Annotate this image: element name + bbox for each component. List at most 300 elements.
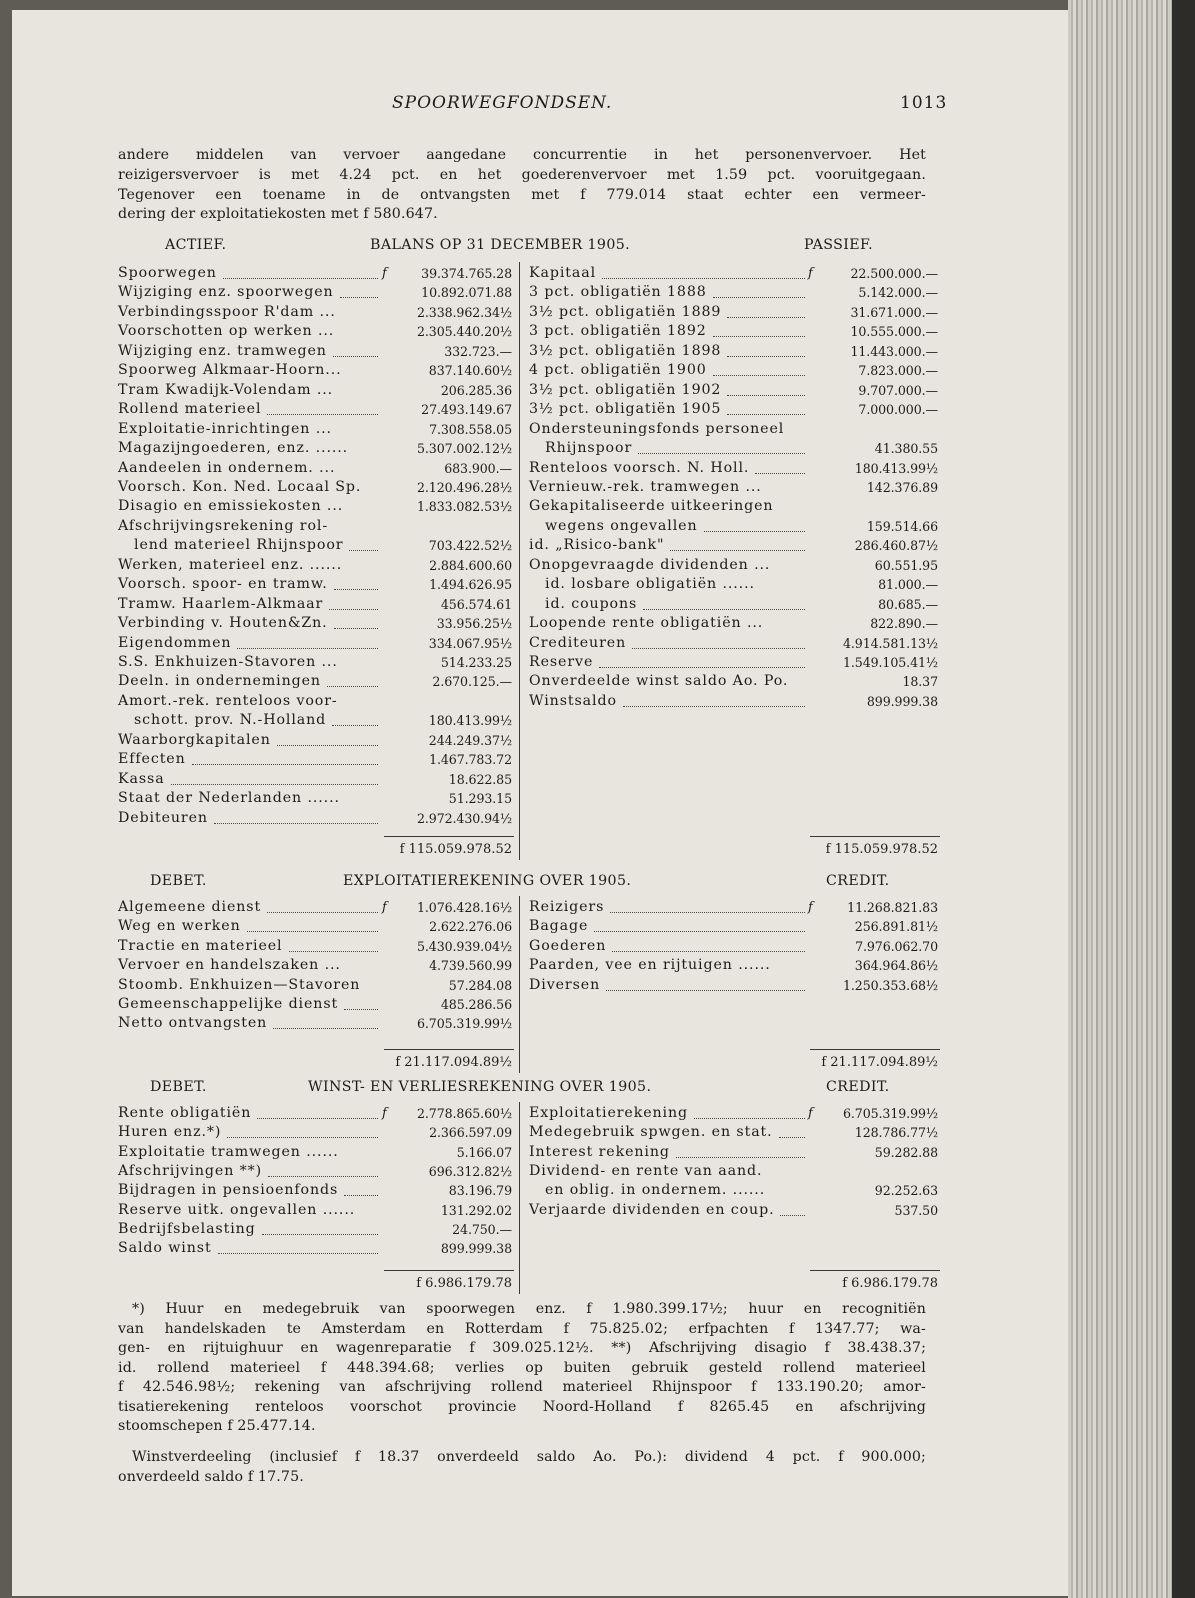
winst-left-row: [118, 1123, 512, 1142]
balans-right-row: [529, 303, 938, 322]
exploitatie-right-amount: 256.891.81½: [854, 919, 938, 935]
balans-left-leader-dots: [192, 764, 378, 765]
balans-right-leader-dots: [713, 375, 805, 376]
exploitatie-left-row: [118, 1014, 512, 1033]
exploitatie-right-row: [529, 937, 938, 956]
balans-right-leader-dots: [623, 706, 805, 707]
winst-right-label: Interest rekening: [529, 1143, 670, 1160]
balans-right-amount: 822.890.—: [870, 616, 938, 632]
section-right-heading: PASSIEF.: [804, 237, 873, 253]
balans-right-label: id. losbare obligatiën ......: [545, 576, 755, 593]
balans-left-row: [118, 283, 512, 302]
balans-left-row: [118, 342, 512, 361]
balans-left-amount: 2.338.962.34½: [416, 304, 512, 320]
balans-right-amount: 18.37: [902, 674, 938, 690]
balans-right-amount: 80.685.—: [878, 596, 938, 612]
winst-right-label: Medegebruik spwgen. en stat.: [529, 1124, 773, 1141]
balans-right-label: 3½ pct. obligatiën 1889: [529, 303, 722, 320]
balans-left-label: Magazijngoederen, enz. ......: [118, 440, 349, 457]
exploitatie-left-row: [118, 976, 512, 995]
winst-right-row: [529, 1201, 938, 1220]
balans-right-row: [529, 536, 938, 555]
winst-right-label: en oblig. in ondernem. ......: [545, 1182, 766, 1199]
balans-right-leader-dots: [643, 609, 805, 610]
balans-left-label: schott. prov. N.-Holland: [134, 712, 327, 729]
balans-right-label: Onopgevraagde dividenden ...: [529, 556, 771, 573]
balans-right-amount: 41.380.55: [874, 441, 938, 457]
winst-right-leader-dots: [780, 1215, 805, 1216]
balans-left-label: Afschrijvingsrekening rol-: [118, 517, 329, 534]
balans-right-amount: 899.999.38: [866, 693, 938, 709]
balans-left-row: [118, 692, 512, 711]
section-title: EXPLOITATIEREKENING OVER 1905.: [343, 873, 632, 889]
winst-left-amount: 696.312.82½: [428, 1163, 512, 1179]
winst-right-label: Dividend- en rente van aand.: [529, 1162, 763, 1179]
exploitatie-left-row: [118, 937, 512, 956]
balans-right-label: Kapitaal: [529, 265, 597, 281]
exploitatie-left-amount: 1.076.428.16½: [416, 900, 512, 915]
balans-left-label: Exploitatie-inrichtingen ...: [118, 420, 332, 437]
exploitatie-left-label: Weg en werken: [118, 918, 241, 935]
balans-left-amount: 334.067.95½: [428, 635, 512, 651]
balans-left-leader-dots: [327, 686, 378, 687]
balans-left-row: [118, 770, 512, 789]
balans-left-row: [118, 653, 512, 672]
balans-left-row: [118, 361, 512, 380]
balans-right-row: [529, 497, 938, 516]
balans-right-row: [529, 653, 938, 672]
balans-left-amount: 514.233.25: [440, 655, 512, 670]
balans-left-leader-dots: [267, 414, 378, 415]
winst-left-label: Afschrijvingen **): [118, 1162, 263, 1179]
winst-left-amount: 5.166.07: [456, 1144, 512, 1160]
balans-right-row: [529, 459, 938, 478]
winst-left-row: [118, 1162, 512, 1181]
balans-left-label: Kassa: [118, 770, 165, 787]
winst-left-label: Exploitatie tramwegen ......: [118, 1143, 339, 1160]
balans-left-label: Rollend materieel: [118, 401, 262, 418]
balans-right-row: [529, 556, 938, 575]
balans-right-label: 3½ pct. obligatiën 1905: [529, 401, 722, 418]
balans-left-label: Wijziging enz. spoorwegen: [118, 284, 334, 301]
winst-left-leader-dots: [218, 1253, 378, 1254]
balans-left-row: [118, 731, 512, 750]
balans-right-amount: 10.555.000.—: [850, 324, 938, 340]
balans-right-leader-dots: [713, 336, 805, 337]
total-rule-left: [384, 1270, 514, 1271]
exploitatie-right-amount: 7.976.062.70: [855, 938, 938, 954]
balans-right-label: Loopende rente obligatiën ...: [529, 615, 764, 632]
balans-right-label: Reserve: [529, 654, 594, 670]
balans-right-row: [529, 634, 938, 653]
balans-left-row: [118, 400, 512, 419]
exploitatie-left-row: [118, 917, 512, 936]
balans-right-label: Gekapitaliseerde uitkeeringen: [529, 498, 774, 515]
balans-left-row: [118, 556, 512, 575]
balans-right-leader-dots: [727, 414, 805, 415]
balans-left-label: Werken, materieel enz. ......: [118, 556, 343, 573]
balans-left-row: [118, 750, 512, 769]
winst-left-leader-dots: [262, 1234, 378, 1235]
footnote-line: gen- en rijtuighuur en wagenreparatie f 309.025.12½. **) Afschrijving disagio f 38.438.37;: [118, 1340, 926, 1356]
balans-left-label: S.S. Enkhuizen-Stavoren ...: [118, 654, 338, 670]
balans-left-row: [118, 478, 512, 497]
balans-left-label: Tramw. Haarlem-Alkmaar: [118, 595, 324, 612]
balans-left-label: Spoorwegen: [118, 265, 217, 281]
exploitatie-right-leader-dots: [610, 912, 805, 913]
balans-right-leader-dots: [670, 550, 805, 551]
total-rule-right: [810, 836, 940, 837]
winst-left-row: [118, 1239, 512, 1258]
winst-left-label: Saldo winst: [118, 1240, 212, 1257]
winst-right-leader-dots: [779, 1137, 805, 1138]
winst-right-label: Exploitatierekening: [529, 1105, 689, 1121]
winst-left-row: [118, 1104, 512, 1123]
balans-left-leader-dots: [277, 745, 378, 746]
winst-right-row: [529, 1143, 938, 1162]
exploitatie-left-leader-dots: [289, 951, 379, 952]
exploitatie-right-row: [529, 956, 938, 975]
balans-left-row: [118, 497, 512, 516]
balans-left-amount: 2.305.440.20½: [416, 324, 512, 340]
balans-right-row: [529, 439, 938, 458]
balans-right-row: [529, 342, 938, 361]
winst-left-leader-dots: [344, 1195, 378, 1196]
balans-left-label: Deeln. in ondernemingen: [118, 673, 321, 690]
balans-right-row: [529, 283, 938, 302]
balans-right-leader-dots: [727, 395, 805, 396]
winst-left-row: [118, 1220, 512, 1239]
balans-right-label: id. „Risico-bank": [529, 537, 665, 554]
balans-right-amount: 159.514.66: [866, 518, 938, 534]
total-right: f 21.117.094.89½: [821, 1055, 938, 1070]
book-spine-shadow: [1172, 0, 1195, 1598]
balans-left-amount: 456.574.61: [440, 596, 512, 612]
section-left-heading: DEBET.: [150, 1079, 207, 1095]
balans-right-amount: 7.823.000.—: [858, 363, 938, 379]
balans-left-row: [118, 672, 512, 691]
exploitatie-left-label: Vervoer en handelszaken ...: [118, 957, 341, 974]
balans-left-amount: 2.884.600.60: [429, 557, 512, 573]
balans-right-amount: 142.376.89: [866, 479, 938, 495]
balans-right-amount: 81.000.—: [878, 577, 938, 593]
winst-left-amount: 131.292.02: [440, 1202, 512, 1218]
winst-left-label: Bedrijfsbelasting: [118, 1220, 256, 1237]
balans-left-amount: 2.120.496.28½: [416, 479, 512, 495]
balans-right-label: Vernieuw.-rek. tramwegen ...: [529, 478, 762, 495]
winst-left-leader-dots: [227, 1137, 378, 1138]
footnote-line: tisatierekening renteloos voorschot provincie Noord-Holland f 8265.45 en afschrijving: [118, 1398, 926, 1415]
balans-left-amount: 1.494.626.95: [429, 577, 512, 593]
winst-left-amount: 2.366.597.09: [429, 1125, 512, 1141]
balans-left-leader-dots: [214, 823, 378, 824]
balans-left-label: Debiteuren: [118, 809, 208, 826]
balans-left-amount: 837.140.60½: [428, 363, 512, 379]
balans-left-leader-dots: [334, 589, 378, 590]
balans-right-label: Ondersteuningsfonds personeel: [529, 420, 785, 437]
balans-left-row: [118, 381, 512, 400]
exploitatie-left-leader-dots: [267, 912, 378, 913]
running-header-title: SPOORWEGFONDSEN.: [392, 93, 613, 113]
balans-left-label: Eigendommen: [118, 634, 232, 651]
winst-left-leader-dots: [268, 1176, 378, 1177]
winst-right-row: [529, 1162, 938, 1181]
footnote-line: *) Huur en medegebruik van spoorwegen enz. f 1.980.399.17½; huur en recognitiën: [132, 1301, 926, 1317]
exploitatie-left-label: Algemeene dienst: [118, 899, 262, 915]
balans-left-row: [118, 595, 512, 614]
footnote-line: f 42.546.98½; rekening van afschrijving rollend materieel Rhijnspoor f 133.190.20; amor-: [118, 1379, 926, 1395]
balans-right-amount: 1.549.105.41½: [842, 655, 938, 670]
balans-left-leader-dots: [171, 784, 378, 785]
balans-left-amount: 7.308.558.05: [429, 421, 512, 437]
total-rule-left: [384, 836, 514, 837]
exploitatie-left-row: [118, 898, 512, 917]
winst-left-label: Reserve uitk. ongevallen ......: [118, 1201, 356, 1218]
balans-right-amount: 4.914.581.13½: [842, 635, 938, 651]
exploitatie-right-leader-dots: [612, 951, 805, 952]
exploitatie-left-amount: 2.622.276.06: [429, 919, 512, 935]
winst-right-amount: 92.252.63: [874, 1183, 938, 1199]
exploitatie-left-label: Stoomb. Enkhuizen—Stavoren: [118, 976, 361, 993]
balans-right-row: [529, 264, 938, 283]
balans-right-row: [529, 614, 938, 633]
balans-right-label: 3 pct. obligatiën 1892: [529, 323, 707, 340]
total-left: f 115.059.978.52: [399, 842, 512, 857]
exploitatie-right-amount: 1.250.353.68½: [842, 977, 938, 993]
balans-left-label: Amort.-rek. renteloos voor-: [118, 692, 338, 709]
exploitatie-left-label: Tractie en materieel: [118, 937, 283, 954]
exploitatie-left-amount: 4.739.560.99: [429, 958, 512, 974]
exploitatie-left-label: Gemeenschappelijke dienst: [118, 996, 339, 1012]
winst-right-currency: f: [808, 1106, 813, 1121]
balans-left-amount: 2.972.430.94½: [416, 810, 512, 826]
balans-right-row: [529, 478, 938, 497]
balans-right-label: Rhijnspoor: [545, 440, 633, 457]
winst-right-leader-dots: [676, 1157, 805, 1158]
balans-left-row: [118, 789, 512, 808]
balans-right-row: [529, 672, 938, 691]
exploitatie-left-currency: f: [382, 900, 387, 915]
winst-right-label: Verjaarde dividenden en coup.: [529, 1201, 775, 1218]
balans-left-amount: 51.293.15: [448, 791, 512, 807]
balans-left-amount: 39.374.765.28: [421, 266, 512, 281]
balans-left-label: Aandeelen in ondernem. ...: [118, 459, 336, 476]
balans-left-leader-dots: [329, 609, 378, 610]
balans-right-amount: 11.443.000.—: [850, 343, 938, 359]
exploitatie-right-label: Paarden, vee en rijtuigen ......: [529, 957, 771, 974]
winst-left-label: Rente obligatiën: [118, 1105, 252, 1121]
winstverdeeling-line: Winstverdeeling (inclusief f 18.37 onverdeeld saldo Ao. Po.): dividend 4 pct. f 900.000;: [132, 1449, 926, 1465]
exploitatie-right-leader-dots: [606, 990, 805, 991]
exploitatie-right-amount: 364.964.86½: [854, 958, 938, 974]
balans-right-row: [529, 575, 938, 594]
balans-left-leader-dots: [237, 648, 378, 649]
balans-right-leader-dots: [704, 531, 806, 532]
balans-right-label: 3 pct. obligatiën 1888: [529, 284, 707, 301]
balans-left-label: Effecten: [118, 751, 186, 768]
balans-left-row: [118, 303, 512, 322]
exploitatie-left-amount: 485.286.56: [440, 997, 512, 1012]
balans-left-row: [118, 575, 512, 594]
balans-right-label: Onverdeelde winst saldo Ao. Po.: [529, 673, 789, 690]
winst-left-leader-dots: [257, 1118, 378, 1119]
page-number: 1013: [900, 93, 948, 113]
total-right: f 6.986.179.78: [842, 1276, 938, 1291]
intro-line: reizigersvervoer is met 4.24 pct. en het goederenvervoer met 1.59 pct. vooruitgegaan.: [118, 167, 926, 183]
winst-left-label: Bijdragen in pensioenfonds: [118, 1182, 339, 1199]
balans-right-leader-dots: [602, 278, 805, 279]
balans-left-amount: 1.467.783.72: [429, 752, 512, 768]
balans-right-label: Crediteuren: [529, 634, 627, 651]
exploitatie-left-leader-dots: [247, 931, 378, 932]
section-left-heading: ACTIEF.: [165, 237, 227, 253]
winst-right-row: [529, 1123, 938, 1142]
winstverdeeling-line: onverdeeld saldo f 17.75.: [118, 1468, 304, 1485]
winst-left-label: Huren enz.*): [118, 1124, 222, 1141]
section-left-heading: DEBET.: [150, 873, 207, 889]
exploitatie-right-row: [529, 898, 938, 917]
balans-left-label: Voorschotten op werken ...: [118, 323, 335, 340]
balans-right-amount: 286.460.87½: [854, 538, 938, 554]
winst-right-leader-dots: [694, 1118, 805, 1119]
exploitatie-left-leader-dots: [344, 1009, 378, 1010]
balans-left-amount: 2.670.125.—: [432, 674, 512, 690]
balans-left-label: Voorsch. Kon. Ned. Locaal Sp.: [118, 478, 362, 495]
balans-left-label: Spoorweg Alkmaar-Hoorn...: [118, 362, 342, 379]
balans-right-amount: 31.671.000.—: [850, 304, 938, 320]
balans-left-label: Tram Kwadijk-Volendam ...: [118, 381, 334, 398]
balans-left-label: Waarborgkapitalen: [118, 731, 271, 748]
total-rule-right: [810, 1049, 940, 1050]
balans-left-amount: 5.307.002.12½: [416, 441, 512, 457]
exploitatie-left-row: [118, 995, 512, 1014]
balans-right-row: [529, 595, 938, 614]
balans-left-leader-dots: [334, 628, 378, 629]
balans-left-row: [118, 634, 512, 653]
exploitatie-right-label: Goederen: [529, 937, 607, 954]
balans-left-amount: 683.900.—: [444, 460, 512, 476]
balans-left-row: [118, 809, 512, 828]
balans-left-row: [118, 322, 512, 341]
intro-line: andere middelen van vervoer aangedane concurrentie in het personenvervoer. Het: [118, 147, 926, 163]
exploitatie-right-currency: f: [808, 900, 813, 915]
total-left: f 21.117.094.89½: [395, 1055, 512, 1070]
exploitatie-right-amount: 11.268.821.83: [847, 900, 938, 915]
balans-right-amount: 9.707.000.—: [858, 382, 938, 398]
total-rule-right: [810, 1270, 940, 1271]
balans-right-currency: f: [808, 266, 813, 281]
balans-left-amount: 703.422.52½: [428, 538, 512, 554]
total-left: f 6.986.179.78: [416, 1276, 512, 1291]
exploitatie-right-label: Reizigers: [529, 899, 605, 915]
balans-left-leader-dots: [349, 550, 378, 551]
balans-left-label: Wijziging enz. tramwegen: [118, 342, 327, 359]
balans-left-row: [118, 517, 512, 536]
balans-right-leader-dots: [755, 473, 805, 474]
balans-left-row: [118, 264, 512, 283]
balans-left-amount: 33.956.25½: [436, 616, 512, 632]
balans-left-leader-dots: [333, 356, 378, 357]
balans-left-amount: 180.413.99½: [428, 713, 512, 729]
balans-left-amount: 27.493.149.67: [421, 402, 512, 418]
footnote-line: van handelskaden te Amsterdam en Rotterdam f 75.825.02; erfpachten f 1347.77; wa-: [118, 1320, 926, 1337]
balans-left-label: Verbinding v. Houten&Zn.: [118, 615, 328, 632]
total-right: f 115.059.978.52: [825, 842, 938, 857]
intro-line: dering der exploitatiekosten met f 580.647.: [118, 206, 438, 222]
section-title: BALANS OP 31 DECEMBER 1905.: [370, 237, 631, 253]
column-divider: [519, 896, 520, 1073]
winst-left-amount: 24.750.—: [452, 1221, 512, 1237]
exploitatie-left-amount: 6.705.319.99½: [416, 1016, 512, 1032]
winst-right-row: [529, 1181, 938, 1200]
balans-right-leader-dots: [632, 648, 805, 649]
exploitatie-left-amount: 57.284.08: [448, 977, 512, 993]
balans-left-currency: f: [382, 266, 387, 281]
balans-right-label: id. coupons: [545, 595, 638, 612]
exploitatie-left-label: Netto ontvangsten: [118, 1015, 268, 1032]
winst-right-amount: 128.786.77½: [854, 1125, 938, 1141]
balans-left-row: [118, 459, 512, 478]
exploitatie-left-leader-dots: [273, 1028, 378, 1029]
column-divider: [519, 262, 520, 860]
balans-left-amount: 206.285.36: [440, 382, 512, 398]
winst-right-amount: 59.282.88: [874, 1144, 938, 1160]
balans-right-row: [529, 400, 938, 419]
balans-right-row: [529, 517, 938, 536]
winst-left-row: [118, 1143, 512, 1162]
winst-left-amount: 2.778.865.60½: [416, 1106, 512, 1121]
balans-left-amount: 332.723.—: [444, 343, 512, 359]
balans-left-leader-dots: [223, 278, 378, 279]
winst-left-row: [118, 1181, 512, 1200]
balans-left-label: Staat der Nederlanden ......: [118, 790, 340, 807]
balans-left-leader-dots: [332, 725, 378, 726]
balans-left-amount: 18.622.85: [448, 771, 512, 787]
intro-line: Tegenover een toename in de ontvangsten met f 779.014 staat echter een vermeer-: [118, 187, 926, 203]
footnote-line: id. rollend materieel f 448.394.68; verlies op buiten gebruik gesteld rollend materieel: [118, 1359, 926, 1376]
balans-right-label: Renteloos voorsch. N. Holl.: [529, 459, 750, 476]
balans-left-leader-dots: [340, 297, 378, 298]
exploitatie-right-label: Diversen: [529, 976, 601, 993]
balans-right-amount: 60.551.95: [874, 557, 938, 573]
balans-right-row: [529, 692, 938, 711]
balans-right-amount: 5.142.000.—: [858, 285, 938, 301]
balans-right-row: [529, 381, 938, 400]
winst-right-row: [529, 1104, 938, 1123]
balans-left-amount: 10.892.071.88: [421, 285, 512, 301]
balans-right-leader-dots: [727, 356, 805, 357]
balans-right-label: 3½ pct. obligatiën 1902: [529, 381, 722, 398]
balans-right-label: 3½ pct. obligatiën 1898: [529, 342, 722, 359]
balans-left-row: [118, 711, 512, 730]
balans-left-amount: 1.833.082.53½: [416, 499, 512, 515]
balans-left-label: lend materieel Rhijnspoor: [134, 537, 344, 554]
balans-right-leader-dots: [727, 317, 805, 318]
footnote-line: stoomschepen f 25.477.14.: [118, 1418, 316, 1434]
balans-right-row: [529, 361, 938, 380]
balans-left-row: [118, 614, 512, 633]
balans-right-amount: 180.413.99½: [854, 460, 938, 476]
column-divider: [519, 1102, 520, 1294]
balans-left-label: Verbindingsspoor R'dam ...: [118, 303, 336, 320]
balans-right-label: 4 pct. obligatiën 1900: [529, 362, 707, 379]
total-rule-left: [384, 1049, 514, 1050]
balans-right-amount: 7.000.000.—: [858, 402, 938, 418]
balans-right-label: wegens ongevallen: [545, 517, 698, 534]
winst-left-amount: 899.999.38: [440, 1241, 512, 1257]
section-right-heading: CREDIT.: [826, 1079, 890, 1095]
exploitatie-right-label: Bagage: [529, 918, 589, 935]
